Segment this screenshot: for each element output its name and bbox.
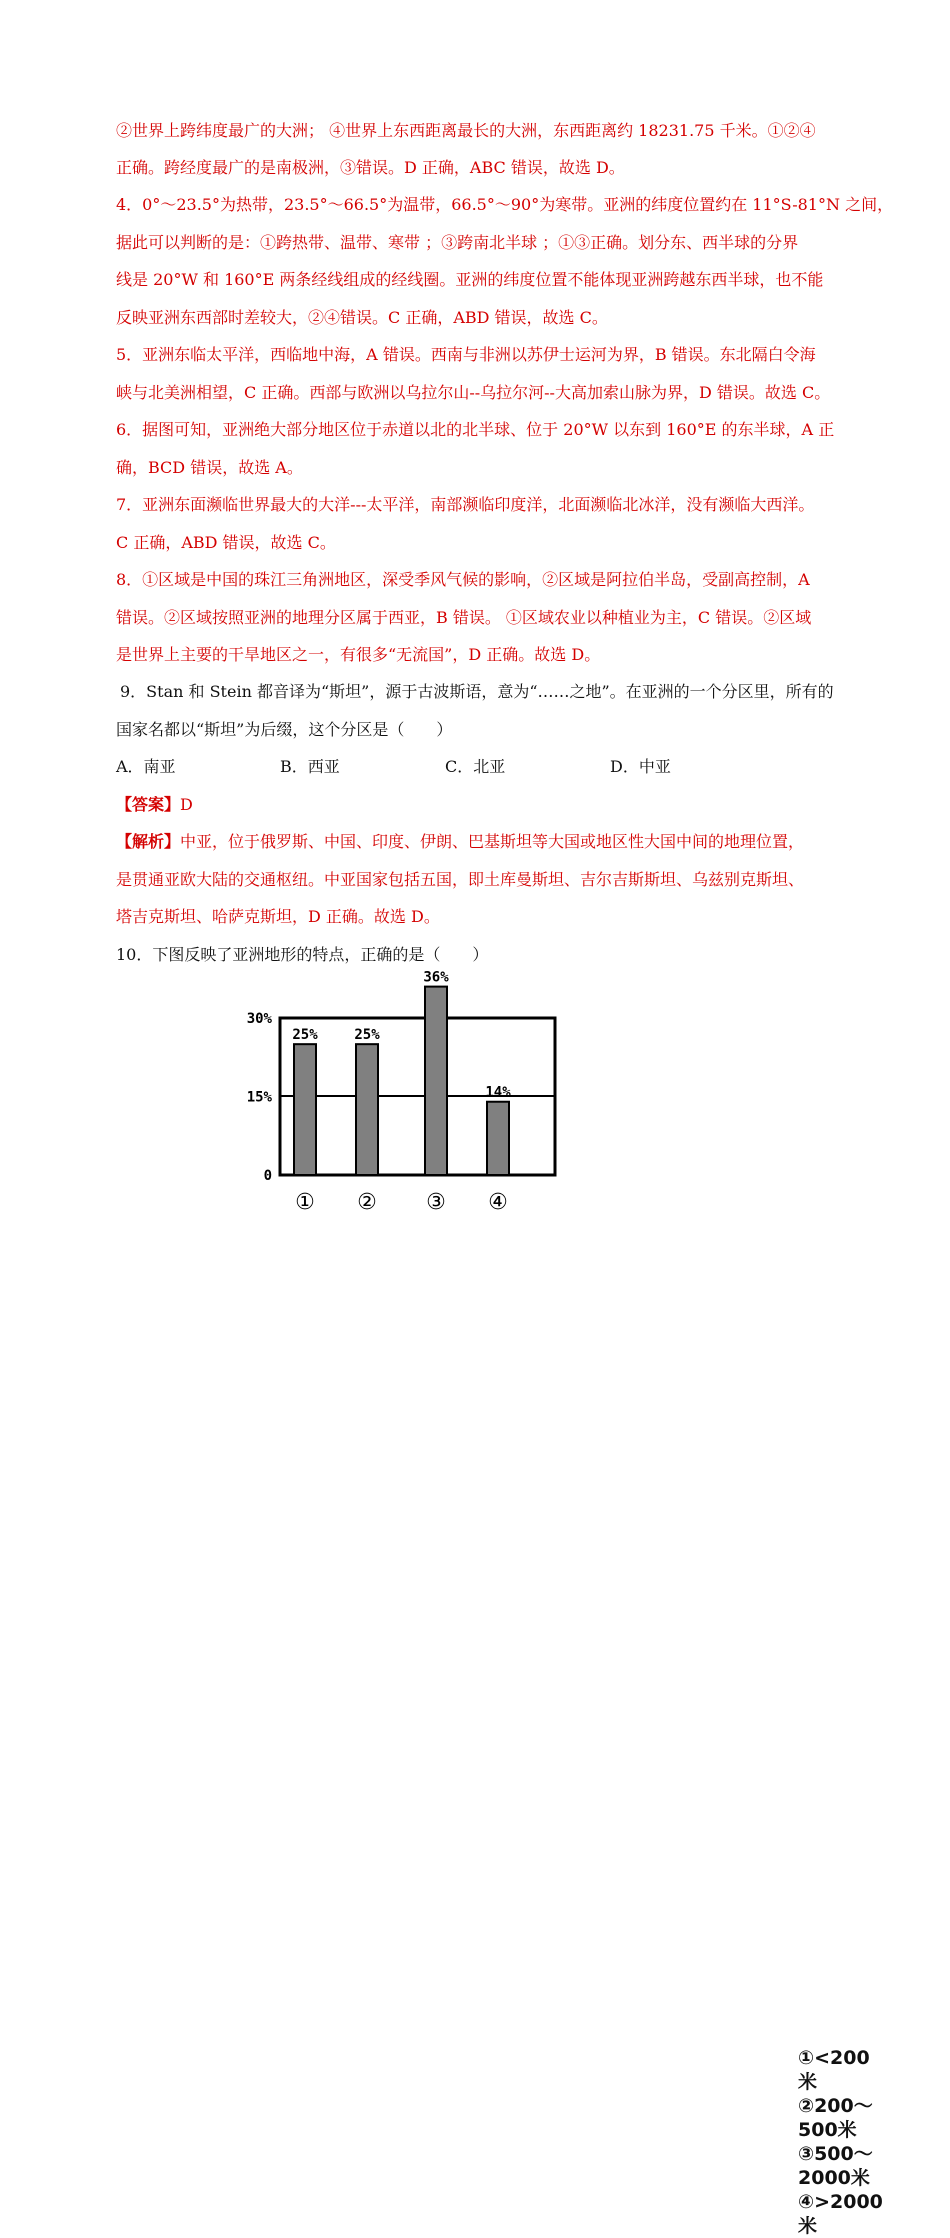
analysis-line-3: 4．0°～23.5°为热带，23.5°～66.5°为温带，66.5°～90°为寒带。亚洲的纬度位置约在 11°S-81°N 之间， [116,195,894,214]
analysis-line-4: 据此可以判断的是：①跨热带、温带、寒带 ；③跨南北半球 ；①③正确。划分东、西半球的分界 [116,233,799,252]
analysis-line-5: 线是 20°W 和 160°E 两条经线组成的经线圈。亚洲的纬度位置不能体现亚洲跨越东西半球，也不能 [116,270,824,289]
chart-legend [798,2046,883,2238]
y-tick-label-3: 30% [246,1011,272,1027]
analysis-line-10: 确，BCD 错误，故选 A。 [116,458,303,477]
category-label-4: ④ [488,1190,508,1215]
y-tick-label-1: 0 [263,1168,272,1184]
bar-value-label-4: 14% [485,1084,511,1101]
answer-value: D [180,795,193,814]
analysis-q9-line-1 [116,832,804,852]
question-9-options [0,757,950,777]
analysis-line-14: 错误。②区域按照亚洲的地理分区属于西亚，B 错误。 ①区域农业以种植业为主，C 错误。②区域 [116,608,812,627]
terrain-bar-chart [230,968,883,2237]
analysis-line-12: C 正确，ABD 错误，故选 C。 [116,533,336,552]
option-b: B．西亚 [280,757,340,776]
analysis-line-11: 7．亚洲东面濒临世界最大的大洋---太平洋，南部濒临印度洋，北面濒临北冰洋，没有濒临大西洋。 [116,495,815,514]
analysis-line-1: ②世界上跨纬度最广的大洲； ④世界上东西距离最长的大洲，东西距离约 18231.75 千米。①②④ [116,121,816,140]
bars-group [292,970,511,1175]
analysis-line-6: 反映亚洲东西部时差较大，②④错误。C 正确，ABD 错误，故选 C。 [116,308,608,327]
analysis-line-13: 8．①区域是中国的珠江三角洲地区，深受季风气候的影响，②区域是阿拉伯半岛，受副高控制，A [116,570,810,589]
bar-value-label-2: 25% [354,1027,380,1044]
analysis-line-8: 峡与北美洲相望，C 正确。西部与欧洲以乌拉尔山--乌拉尔河--大高加索山脉为界，D 错误。故选 C。 [116,383,831,402]
bar-3 [425,987,447,1175]
analysis-tag: 【解析】 [116,832,181,851]
answer-tag: 【答案】 [116,795,181,814]
categories-group [295,1190,508,1215]
analysis-q9-line-3: 塔吉克斯坦、哈萨克斯坦，D 正确。故选 D。 [116,907,440,926]
bar-1 [294,1044,316,1175]
y-tick-label-2: 15% [246,1089,272,1106]
legend-item-4: ④>2000米 [798,2191,883,2237]
category-label-1: ① [295,1190,315,1215]
analysis-q9-text-1: 中亚，位于俄罗斯、中国、印度、伊朗、巴基斯坦等大国或地区性大国中间的地理位置， [180,832,805,851]
option-d: D．中亚 [610,757,671,776]
bar-chart-svg [230,968,570,1228]
category-label-3: ③ [426,1190,446,1215]
category-label-2: ② [357,1190,377,1215]
bar-value-label-3: 36% [423,969,449,986]
bar-2 [356,1044,378,1175]
bar-value-label-1: 25% [292,1027,318,1044]
question-10-stem: 10．下图反映了亚洲地形的特点，正确的是（ ） [116,945,489,964]
question-9-stem-2: 国家名都以“斯坦”为后缀，这个分区是（ ） [116,720,453,739]
analysis-line-2: 正确。跨经度最广的是南极洲，③错误。D 正确，ABC 错误，故选 D。 [116,158,625,177]
analysis-line-9: 6．据图可知，亚洲绝大部分地区位于赤道以北的北半球、位于 20°W 以东到 160°E 的东半球，A 正 [116,420,835,439]
legend-item-3: ③500～2000米 [798,2143,873,2189]
y-ticks-group [247,1011,273,1184]
option-c: C．北亚 [445,757,506,776]
analysis-q9-line-2: 是贯通亚欧大陆的交通枢纽。中亚国家包括五国，即土库曼斯坦、吉尔吉斯斯坦、乌兹别克斯坦、 [116,870,805,889]
option-a: A．南亚 [116,757,176,776]
question-9-stem-1: 9．Stan 和 Stein 都音译为“斯坦”，源于古波斯语，意为“……之地”。在亚洲的一个分区里，所有的 [120,682,834,701]
answer-line [116,795,193,815]
analysis-line-15: 是世界上主要的干旱地区之一，有很多“无流国”，D 正确。故选 D。 [116,645,601,664]
analysis-line-7: 5．亚洲东临太平洋，西临地中海，A 错误。西南与非洲以苏伊士运河为界，B 错误。东北隔白令海 [116,345,816,364]
bar-4 [487,1102,509,1175]
legend-item-2: ②200～500米 [798,2095,873,2141]
legend-item-1: ①<200米 [798,2047,870,2093]
